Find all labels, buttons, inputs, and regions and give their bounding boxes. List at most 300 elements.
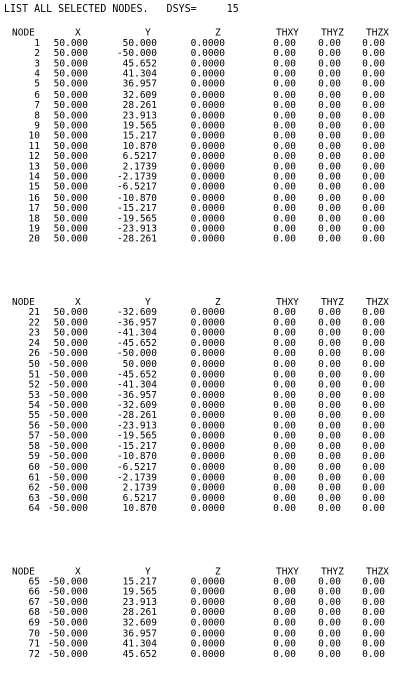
cell-thyz: 0.00 [318,399,341,411]
cell-z: 0.0000 [190,181,225,194]
cell-thyz: 0.00 [318,223,341,235]
cell-y: 6.5217 [122,492,157,504]
cell-y: -6.5217 [116,461,157,473]
cell-thyz: 0.00 [318,482,341,494]
cell-z: 0.0000 [190,368,225,381]
cell-z: 0.0000 [190,482,225,494]
cell-node: 52 [28,379,40,391]
cell-thyz: 0.00 [318,648,341,660]
column-header-thyz: THYZ [321,296,344,309]
cell-thzx: 0.00 [362,338,385,350]
cell-thzx: 0.00 [362,399,385,411]
cell-node: 71 [28,638,40,650]
cell-x: 50.000 [53,89,88,101]
cell-z: 0.0000 [190,317,225,329]
cell-x: 50.000 [53,130,88,142]
cell-z: 0.0000 [190,399,225,411]
cell-node: 21 [28,307,40,319]
cell-x: -50.000 [47,596,88,609]
cell-x: 50.000 [53,58,88,70]
cell-y: -15.217 [116,440,157,453]
cell-x: -50.000 [47,617,88,629]
cell-x: -50.000 [47,607,88,619]
cell-y: 32.609 [122,617,157,629]
cell-z: 0.0000 [190,451,225,463]
cell-thzx: 0.00 [362,233,385,245]
cell-thyz: 0.00 [318,317,341,329]
cell-thyz: 0.00 [318,58,341,70]
cell-thyz: 0.00 [318,68,341,80]
cell-z: 0.0000 [190,607,225,619]
cell-x: 50.000 [53,99,88,111]
cell-thyz: 0.00 [318,586,341,598]
column-header-y: Y [145,296,151,309]
cell-thxy: 0.00 [273,482,296,494]
cell-x: 50.000 [53,68,88,80]
cell-y: 23.913 [122,596,157,609]
cell-y: -50.000 [116,48,157,60]
cell-thxy: 0.00 [273,120,296,132]
cell-thzx: 0.00 [362,317,385,329]
cell-thxy: 0.00 [273,607,296,619]
cell-thxy: 0.00 [273,461,296,473]
cell-node: 51 [28,368,40,381]
cell-thyz: 0.00 [318,327,341,339]
cell-y: 2.1739 [122,161,157,173]
cell-z: 0.0000 [190,307,225,319]
cell-thzx: 0.00 [362,68,385,80]
cell-thzx: 0.00 [362,358,385,370]
cell-z: 0.0000 [190,233,225,245]
cell-node: 61 [28,471,40,484]
cell-thzx: 0.00 [362,130,385,142]
cell-y: 10.870 [122,140,157,153]
cell-x: 50.000 [53,120,88,132]
cell-z: 0.0000 [190,68,225,80]
cell-y: 32.609 [122,89,157,101]
cell-thxy: 0.00 [273,307,296,319]
cell-thyz: 0.00 [318,307,341,319]
cell-thyz: 0.00 [318,576,341,588]
cell-thxy: 0.00 [273,130,296,142]
cell-thxy: 0.00 [273,348,296,360]
cell-thyz: 0.00 [318,420,341,432]
cell-x: -50.000 [47,399,88,411]
cell-z: 0.0000 [190,338,225,350]
cell-thzx: 0.00 [362,379,385,391]
column-header-thxy: THXY [276,566,299,578]
cell-node: 16 [28,192,40,204]
table-row [0,452,415,462]
cell-thxy: 0.00 [273,596,296,609]
column-header-thzx: THZX [366,566,389,578]
cell-thxy: 0.00 [273,420,296,432]
cell-z: 0.0000 [190,430,225,442]
cell-thzx: 0.00 [362,161,385,173]
cell-node: 14 [28,171,40,183]
cell-node: 13 [28,161,40,173]
cell-thyz: 0.00 [318,607,341,619]
table-row [0,649,415,659]
cell-x: -50.000 [47,430,88,442]
column-header-y: Y [145,566,151,578]
column-header-thyz: THYZ [321,27,344,39]
cell-x: -50.000 [47,638,88,650]
cell-node: 69 [28,617,40,629]
cell-y: -41.304 [116,379,157,391]
cell-node: 53 [28,389,40,401]
cell-x: -50.000 [47,379,88,391]
cell-thyz: 0.00 [318,130,341,142]
cell-z: 0.0000 [190,58,225,70]
cell-y: 41.304 [122,638,157,650]
cell-y: 50.000 [122,358,157,370]
cell-node: 20 [28,233,40,245]
cell-y: 36.957 [122,79,157,91]
cell-y: 15.217 [122,130,157,142]
cell-y: -41.304 [116,327,157,339]
cell-thxy: 0.00 [273,379,296,391]
column-header-z: Z [215,27,221,39]
cell-node: 66 [28,586,40,598]
column-header-thxy: THXY [276,27,299,39]
cell-thzx: 0.00 [362,430,385,442]
cell-thyz: 0.00 [318,48,341,60]
listing-title: LIST ALL SELECTED NODES. DSYS= 15 [4,4,239,16]
column-header-z: Z [215,566,221,578]
cell-y: 45.652 [122,58,157,70]
cell-thzx: 0.00 [362,109,385,122]
cell-thyz: 0.00 [318,120,341,132]
cell-thxy: 0.00 [273,212,296,225]
cell-x: 50.000 [53,161,88,173]
cell-thxy: 0.00 [273,327,296,339]
cell-thzx: 0.00 [362,461,385,473]
cell-thzx: 0.00 [362,48,385,60]
cell-thzx: 0.00 [362,440,385,453]
cell-y: -50.000 [116,348,157,360]
cell-thzx: 0.00 [362,327,385,339]
cell-thxy: 0.00 [273,368,296,381]
cell-y: -28.261 [116,410,157,422]
cell-z: 0.0000 [190,358,225,370]
cell-thyz: 0.00 [318,368,341,381]
cell-x: -50.000 [47,420,88,432]
cell-x: -50.000 [47,471,88,484]
cell-z: 0.0000 [190,389,225,401]
cell-x: -50.000 [47,586,88,598]
cell-thzx: 0.00 [362,37,385,50]
cell-thxy: 0.00 [273,617,296,629]
cell-node: 58 [28,440,40,453]
cell-thxy: 0.00 [273,192,296,204]
cell-thxy: 0.00 [273,627,296,640]
column-header-y: Y [145,27,151,39]
cell-thyz: 0.00 [318,151,341,163]
cell-x: -50.000 [47,461,88,473]
cell-node: 15 [28,181,40,194]
cell-thxy: 0.00 [273,338,296,350]
cell-thzx: 0.00 [362,202,385,214]
cell-x: 50.000 [53,233,88,245]
cell-y: 28.261 [122,607,157,619]
cell-thzx: 0.00 [362,451,385,463]
cell-z: 0.0000 [190,440,225,453]
cell-thxy: 0.00 [273,109,296,122]
cell-x: 50.000 [53,109,88,122]
cell-z: 0.0000 [190,223,225,235]
cell-z: 0.0000 [190,89,225,101]
column-header-node: NODE [12,27,35,39]
column-header-x: X [75,296,81,309]
cell-z: 0.0000 [190,79,225,91]
cell-x: 50.000 [53,327,88,339]
cell-thxy: 0.00 [273,492,296,504]
cell-x: 50.000 [53,202,88,214]
cell-node: 19 [28,223,40,235]
cell-thyz: 0.00 [318,140,341,153]
cell-thyz: 0.00 [318,638,341,650]
cell-x: -50.000 [47,410,88,422]
cell-thxy: 0.00 [273,440,296,453]
cell-z: 0.0000 [190,192,225,204]
cell-z: 0.0000 [190,37,225,50]
cell-y: 19.565 [122,586,157,598]
cell-thxy: 0.00 [273,79,296,91]
cell-thzx: 0.00 [362,471,385,484]
cell-node: 56 [28,420,40,432]
cell-thxy: 0.00 [273,171,296,183]
cell-node: 57 [28,430,40,442]
cell-thyz: 0.00 [318,89,341,101]
cell-thyz: 0.00 [318,389,341,401]
cell-thzx: 0.00 [362,502,385,514]
table-row [0,183,415,193]
cell-thyz: 0.00 [318,109,341,122]
cell-thzx: 0.00 [362,89,385,101]
cell-thyz: 0.00 [318,502,341,514]
cell-node: 17 [28,202,40,214]
cell-z: 0.0000 [190,109,225,122]
cell-node: 7 [34,99,40,111]
cell-thxy: 0.00 [273,317,296,329]
cell-node: 11 [28,140,40,153]
table-row [0,504,415,514]
cell-y: -45.652 [116,338,157,350]
column-header-x: X [75,27,81,39]
cell-y: -10.870 [116,192,157,204]
cell-thzx: 0.00 [362,368,385,381]
cell-thxy: 0.00 [273,399,296,411]
cell-z: 0.0000 [190,492,225,504]
cell-y: -2.1739 [116,471,157,484]
cell-node: 5 [34,79,40,91]
cell-thzx: 0.00 [362,596,385,609]
cell-y: 10.870 [122,502,157,514]
cell-thxy: 0.00 [273,430,296,442]
cell-thyz: 0.00 [318,617,341,629]
cell-x: 50.000 [53,37,88,50]
cell-thyz: 0.00 [318,37,341,50]
cell-y: -2.1739 [116,171,157,183]
cell-z: 0.0000 [190,161,225,173]
cell-z: 0.0000 [190,410,225,422]
cell-node: 50 [28,358,40,370]
cell-thyz: 0.00 [318,596,341,609]
cell-thzx: 0.00 [362,171,385,183]
cell-thzx: 0.00 [362,586,385,598]
cell-y: -19.565 [116,430,157,442]
cell-z: 0.0000 [190,48,225,60]
column-header-z: Z [215,296,221,309]
cell-y: -15.217 [116,202,157,214]
cell-z: 0.0000 [190,638,225,650]
cell-thyz: 0.00 [318,192,341,204]
cell-z: 0.0000 [190,130,225,142]
cell-thzx: 0.00 [362,492,385,504]
cell-node: 10 [28,130,40,142]
column-header-thzx: THZX [366,296,389,309]
cell-thyz: 0.00 [318,627,341,640]
cell-z: 0.0000 [190,461,225,473]
node-table-block-3 [0,567,415,660]
cell-thzx: 0.00 [362,420,385,432]
cell-y: -28.261 [116,233,157,245]
cell-x: -50.000 [47,492,88,504]
cell-thxy: 0.00 [273,68,296,80]
cell-x: -50.000 [47,440,88,453]
cell-thzx: 0.00 [362,482,385,494]
cell-z: 0.0000 [190,617,225,629]
cell-node: 60 [28,461,40,473]
cell-x: 50.000 [53,212,88,225]
cell-thyz: 0.00 [318,461,341,473]
cell-x: -50.000 [47,482,88,494]
cell-x: -50.000 [47,502,88,514]
cell-x: -50.000 [47,627,88,640]
cell-thzx: 0.00 [362,607,385,619]
cell-x: -50.000 [47,368,88,381]
cell-y: -10.870 [116,451,157,463]
cell-thzx: 0.00 [362,151,385,163]
cell-node: 55 [28,410,40,422]
cell-node: 26 [28,348,40,360]
cell-node: 23 [28,327,40,339]
cell-x: 50.000 [53,140,88,153]
cell-thzx: 0.00 [362,192,385,204]
cell-y: -32.609 [116,307,157,319]
cell-y: 50.000 [122,37,157,50]
cell-y: -23.913 [116,223,157,235]
cell-z: 0.0000 [190,140,225,153]
cell-y: -19.565 [116,212,157,225]
cell-thzx: 0.00 [362,223,385,235]
cell-thxy: 0.00 [273,223,296,235]
cell-thxy: 0.00 [273,451,296,463]
cell-thyz: 0.00 [318,358,341,370]
cell-y: -23.913 [116,420,157,432]
cell-x: 50.000 [53,307,88,319]
cell-z: 0.0000 [190,502,225,514]
column-header-thxy: THXY [276,296,299,309]
cell-y: -6.5217 [116,181,157,194]
cell-node: 65 [28,576,40,588]
cell-z: 0.0000 [190,471,225,484]
cell-node: 59 [28,451,40,463]
cell-y: -36.957 [116,389,157,401]
cell-thzx: 0.00 [362,638,385,650]
cell-thzx: 0.00 [362,212,385,225]
cell-y: 19.565 [122,120,157,132]
cell-x: -50.000 [47,348,88,360]
cell-z: 0.0000 [190,627,225,640]
cell-z: 0.0000 [190,327,225,339]
cell-node: 68 [28,607,40,619]
cell-z: 0.0000 [190,648,225,660]
cell-thzx: 0.00 [362,617,385,629]
cell-thxy: 0.00 [273,502,296,514]
cell-thzx: 0.00 [362,389,385,401]
cell-thyz: 0.00 [318,181,341,194]
cell-thxy: 0.00 [273,586,296,598]
cell-node: 3 [34,58,40,70]
cell-z: 0.0000 [190,576,225,588]
column-header-thzx: THZX [366,27,389,39]
cell-x: 50.000 [53,192,88,204]
cell-thzx: 0.00 [362,99,385,111]
cell-node: 6 [34,89,40,101]
column-header-thyz: THYZ [321,566,344,578]
cell-node: 64 [28,502,40,514]
cell-thzx: 0.00 [362,627,385,640]
cell-z: 0.0000 [190,420,225,432]
column-header-node: NODE [12,296,35,309]
cell-z: 0.0000 [190,171,225,183]
cell-thxy: 0.00 [273,233,296,245]
cell-node: 67 [28,596,40,609]
cell-x: -50.000 [47,389,88,401]
cell-y: -32.609 [116,399,157,411]
cell-thxy: 0.00 [273,37,296,50]
column-header-node: NODE [12,566,35,578]
cell-thzx: 0.00 [362,58,385,70]
cell-y: -36.957 [116,317,157,329]
cell-y: 15.217 [122,576,157,588]
cell-thyz: 0.00 [318,492,341,504]
cell-thxy: 0.00 [273,58,296,70]
cell-node: 9 [34,120,40,132]
cell-thyz: 0.00 [318,430,341,442]
cell-z: 0.0000 [190,120,225,132]
node-table-block-1 [0,29,415,245]
cell-node: 2 [34,48,40,60]
cell-thxy: 0.00 [273,389,296,401]
cell-x: 50.000 [53,223,88,235]
cell-y: 6.5217 [122,151,157,163]
cell-thxy: 0.00 [273,140,296,153]
cell-thyz: 0.00 [318,212,341,225]
cell-thzx: 0.00 [362,576,385,588]
cell-thyz: 0.00 [318,233,341,245]
cell-z: 0.0000 [190,596,225,609]
cell-thzx: 0.00 [362,120,385,132]
cell-thyz: 0.00 [318,161,341,173]
cell-node: 63 [28,492,40,504]
cell-thzx: 0.00 [362,410,385,422]
cell-thyz: 0.00 [318,348,341,360]
cell-y: 23.913 [122,109,157,122]
cell-thyz: 0.00 [318,79,341,91]
